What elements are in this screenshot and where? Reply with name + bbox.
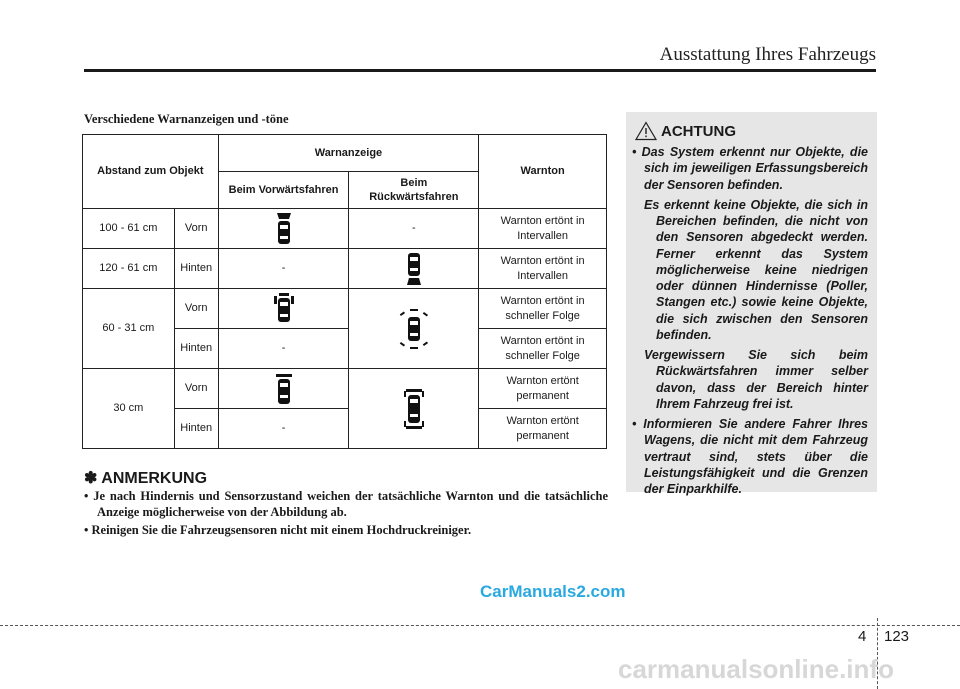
car-front-corners-icon <box>273 292 295 326</box>
row2-side: Hinten <box>174 249 218 289</box>
car-rear-zone-icon <box>404 252 424 286</box>
row3-side: Vorn <box>174 289 218 329</box>
header-reverse-line1: Beim <box>400 176 428 189</box>
row3-reverse <box>349 289 479 369</box>
row5-reverse <box>349 369 479 449</box>
caution-header <box>635 120 736 142</box>
row2-forward: - <box>218 249 349 289</box>
row1-distance: 100 - 61 cm <box>83 209 175 249</box>
row3-distance: 60 - 31 cm <box>83 289 175 369</box>
row5-tone: Warnton ertönt permanent <box>479 369 607 409</box>
table-row <box>83 209 607 249</box>
section-title: Verschiedene Warnanzeigen und -töne <box>84 112 289 126</box>
header-tone: Warnton <box>479 135 607 209</box>
caution-item-1-text: • Das System erkennt nur Objekte, die sich im jeweiligen Erfassungsbereich der Sensoren befinden. <box>632 145 868 192</box>
page-number: 123 <box>884 628 910 645</box>
caution-item-2: • Informieren Sie andere Fahrer Ihres Wagens, die nicht mit dem Fahrzeug vertraut sind, stets über die Leistungsfähigkeit und die Grenzen der Einparkhilfe. <box>632 417 868 496</box>
row4-tone: Warnton ertönt in schneller Folge <box>479 329 607 369</box>
row4-side: Hinten <box>174 329 218 369</box>
header-title: Ausstattung Ihres Fahrzeugs <box>659 44 876 65</box>
row2-reverse <box>349 249 479 289</box>
caution-item-1-para-2: Es erkennt keine Objekte, die sich in Bereichen befinden, die nicht von den Sensoren abgedeckt werden. Ferner erkennt das System möglicherweise keine niedrigen oder dünnen Hindernisse (Poller, Stangen etc.) sowie keine Objekte, die sich zwischen den Sensoren befinden. <box>644 197 868 342</box>
footer-divider <box>0 625 960 626</box>
caution-list <box>632 144 868 497</box>
row1-tone: Warnton ertönt in Intervallen <box>479 209 607 249</box>
row3-tone: Warnton ertönt in schneller Folge <box>479 289 607 329</box>
row6-tone: Warnton ertönt permanent <box>479 409 607 449</box>
row4-forward: - <box>218 329 349 369</box>
note-item-2: • Reinigen Sie die Fahrzeugsensoren nicht mit einem Hochdruckreiniger. <box>84 522 472 537</box>
row5-distance: 30 cm <box>83 369 175 449</box>
car-front-close-icon <box>274 372 294 406</box>
car-sensor-close-icon <box>403 388 425 430</box>
row5-side: Vorn <box>174 369 218 409</box>
car-sensor-all-icon <box>399 308 429 350</box>
note-title: ✽ ANMERKUNG <box>84 470 208 487</box>
table-row <box>83 289 607 329</box>
row6-side: Hinten <box>174 409 218 449</box>
warning-triangle-icon <box>635 121 657 141</box>
caution-title: ACHTUNG <box>661 122 736 140</box>
watermark-bottom: carmanualsonline.info <box>618 654 894 684</box>
header-reverse <box>349 172 479 209</box>
header-rule <box>84 69 876 72</box>
row1-forward <box>218 209 349 249</box>
header-reverse-line2: Rückwärtsfahren <box>369 191 459 203</box>
row5-forward <box>218 369 349 409</box>
row2-distance: 120 - 61 cm <box>83 249 175 289</box>
table-row <box>83 249 607 289</box>
watermark-site: CarManuals2.com <box>480 582 626 601</box>
row1-side: Vorn <box>174 209 218 249</box>
car-front-zone-icon <box>274 212 294 246</box>
header-forward: Beim Vorwärtsfahren <box>218 172 349 209</box>
caution-item-1-para-3: Vergewissern Sie sich beim Rückwärtsfahren immer selber davon, dass der Bereich hinter Ihrem Fahrzeug frei ist. <box>644 348 868 411</box>
warning-table <box>82 134 607 449</box>
row1-reverse: - <box>349 209 479 249</box>
caution-item-1 <box>632 144 868 412</box>
header-display: Warnanzeige <box>218 135 479 172</box>
row6-forward: - <box>218 409 349 449</box>
header-distance: Abstand zum Objekt <box>83 135 219 209</box>
row3-forward <box>218 289 349 329</box>
table-row <box>83 369 607 409</box>
row2-tone: Warnton ertönt in Intervallen <box>479 249 607 289</box>
chapter-number: 4 <box>858 628 867 645</box>
note-list <box>84 488 608 539</box>
note-item-1: • Je nach Hindernis und Sensorzustand weichen der tatsächliche Warnton und die tatsächliche Anzeige möglicherweise von der Abbildung ab. <box>84 489 608 520</box>
